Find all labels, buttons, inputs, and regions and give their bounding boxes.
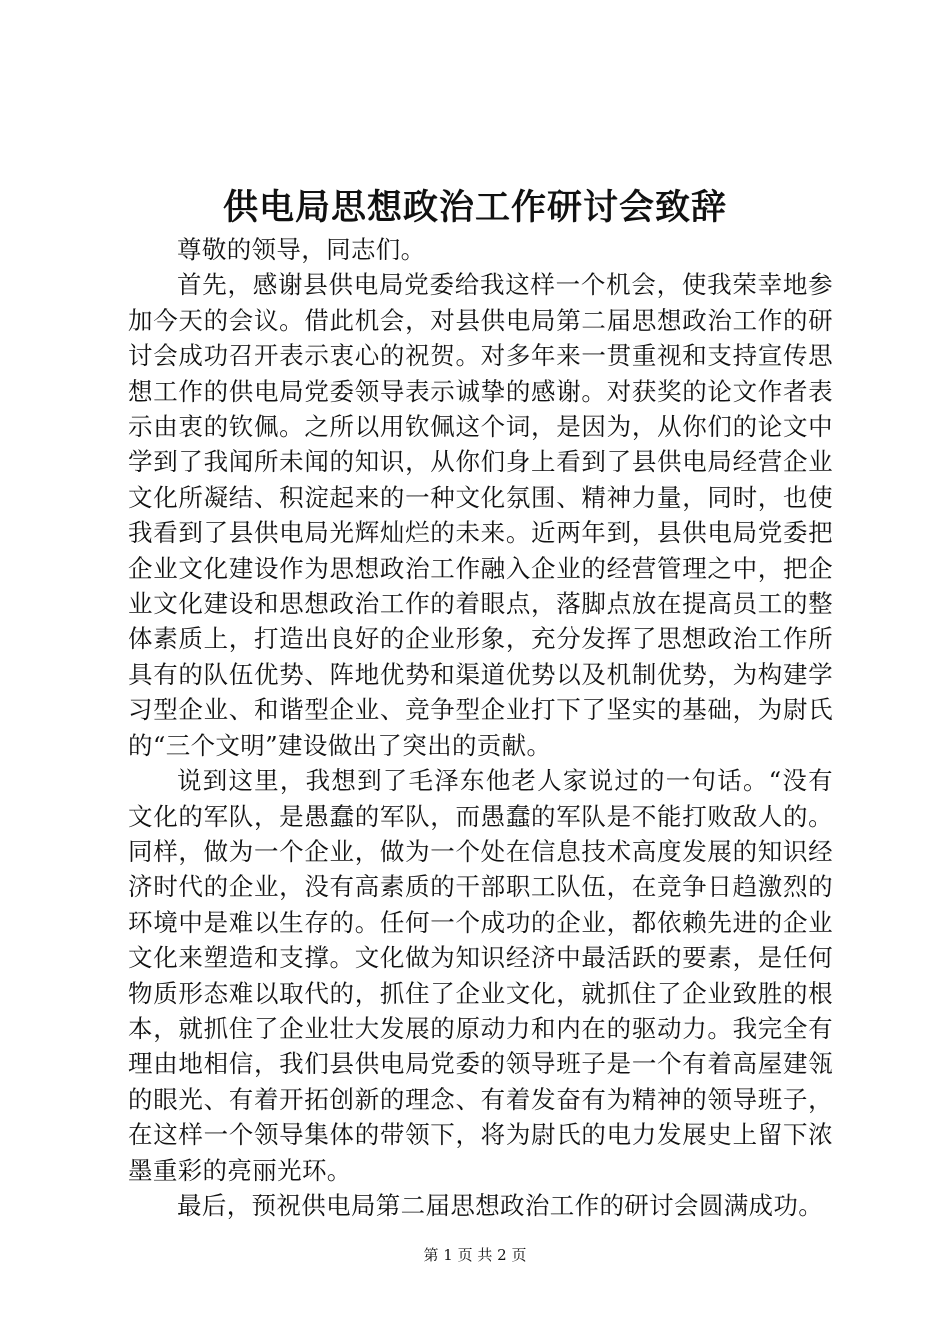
closing-paragraph: 最后，预祝供电局第二届思想政治工作的研讨会圆满成功。 <box>177 1190 824 1220</box>
body-paragraph-1: 首先，感谢县供电局党委给我这样一个机会，使我荣幸地参加今天的会议。借此机会，对县供电局第二届思想政治工作的研讨会成功召开表示衷心的祝贺。对多年来一贯重视和支持宣传思想工作的供电局党委领导表示诚挚的感谢。对获奖的论文作者表示由衷的钦佩。之所以用钦佩这个词，是因为，从你们的论文中学到了我闻所未闻的知识，从你们身上看到了县供电局经营企业文化所凝结、积淀起来的一种文化氛围、精神力量，同时，也使我看到了县供电局光辉灿烂的未来。近两年到，县供电局党委把企业文化建设作为思想政治工作融入企业的经营管理之中，把企业文化建设和思想政治工作的着眼点，落脚点放在提高员工的整体素质上，打造出良好的企业形象，充分发挥了思想政治工作所具有的队伍优势、阵地优势和渠道优势以及机制优势，为构建学习型企业、和谐型企业、竞争型企业打下了坚实的基础，为尉氏的“三个文明”建设做出了突出的贡献。 <box>128 270 833 760</box>
page-number-footer: 第 1 页 共 2 页 <box>423 1246 527 1264</box>
document-body <box>128 232 833 1223</box>
body-paragraph-2: 说到这里，我想到了毛泽东他老人家说过的一句话。“没有文化的军队，是愚蠢的军队，而愚蠢的军队是不能打败敌人的。同样，做为一个企业，做为一个处在信息技术高度发展的知识经济时代的企业，没有高素质的干部职工队伍，在竞争日趋激烈的环境中是难以生存的。任何一个成功的企业，都依赖先进的企业文化来塑造和支撑。文化做为知识经济中最活跃的要素，是任何物质形态难以取代的，抓住了企业文化，就抓住了企业致胜的根本，就抓住了企业壮大发展的原动力和内在的驱动力。我完全有理由地相信，我们县供电局党委的领导班子是一个有着高屋建瓴的眼光、有着开拓创新的理念、有着发奋有为精神的领导班子，在这样一个领导集体的带领下，将为尉氏的电力发展史上留下浓墨重彩的亮丽光环。 <box>128 766 833 1185</box>
salutation-paragraph: 尊敬的领导，同志们。 <box>177 235 426 264</box>
document-title: 供电局思想政治工作研讨会致辞 <box>222 187 727 228</box>
